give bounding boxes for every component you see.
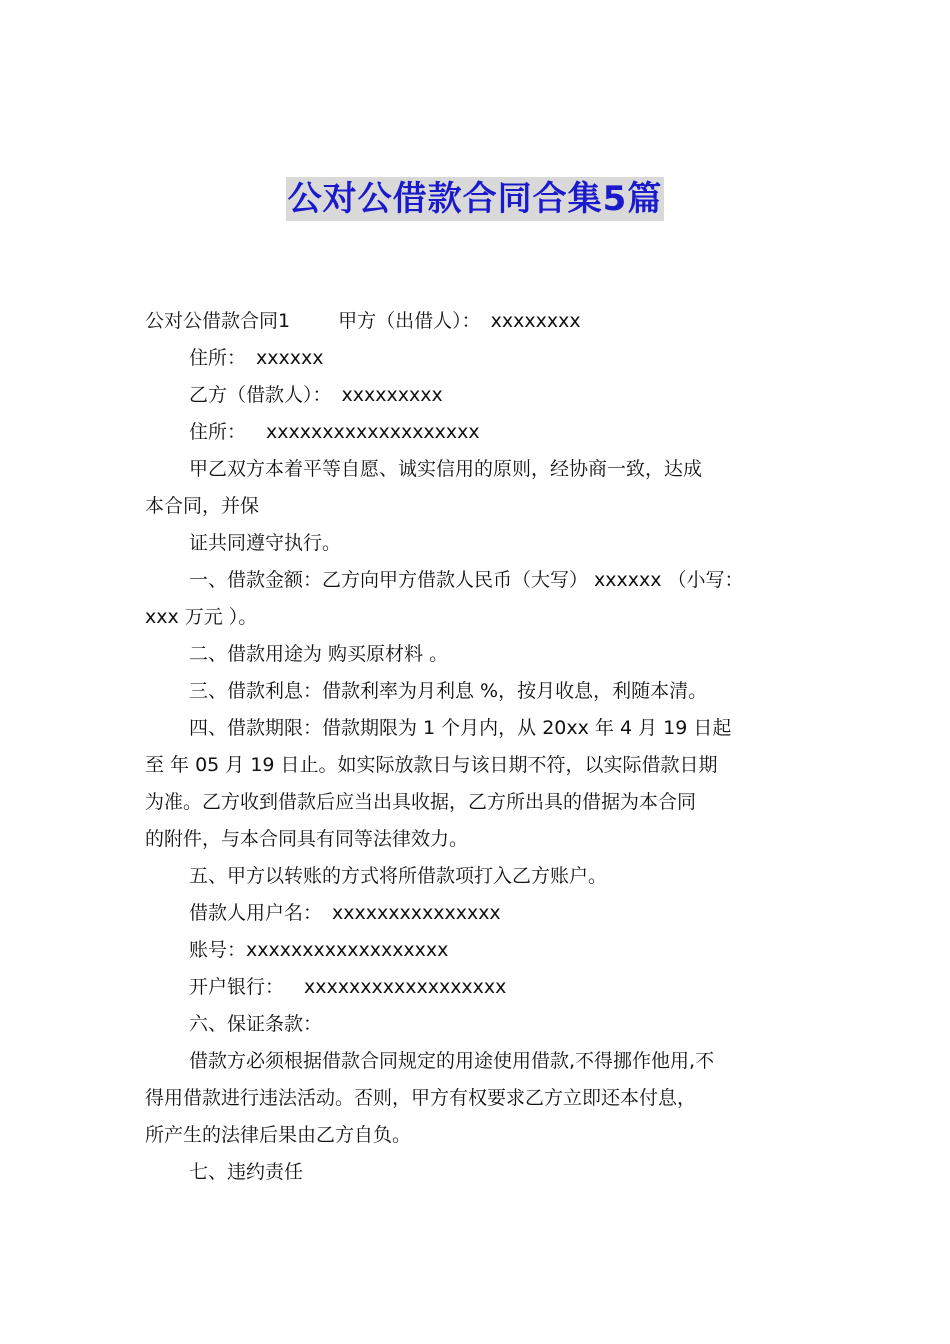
paragraph-line: 本合同，并保 (145, 495, 260, 517)
party-a-address-line (145, 340, 815, 377)
clause-6-line: 六、保证条款： (189, 1013, 323, 1035)
paragraph-line: 借款方必须根据借款合同规定的用途使用借款,不得挪作他用,不 (189, 1050, 715, 1072)
clause-3-line: 三、借款利息：借款利率为月利息 %，按月收息，利随本清。 (189, 680, 708, 702)
bank-line (145, 969, 815, 1006)
account-number-line (145, 932, 815, 969)
account-number-label: 账号： (189, 939, 247, 961)
bank-label: 开户银行： (189, 976, 285, 998)
clause-1-line: 一、借款金额：乙方向甲方借款人民币（大写） xxxxxx （小写： (189, 569, 744, 591)
account-name-label: 借款人用户名： (189, 902, 323, 924)
clause-2-line: 二、借款用途为 购买原材料 。 (189, 643, 449, 665)
bank-value: xxxxxxxxxxxxxxxxxx (304, 976, 507, 998)
account-number-value: xxxxxxxxxxxxxxxxxx (246, 939, 449, 961)
party-b-value: xxxxxxxxx (341, 384, 443, 406)
paragraph-line: 得用借款进行违法活动。否则，甲方有权要求乙方立即还本付息， (145, 1087, 697, 1109)
party-a-label: 甲方（出借人）： (338, 310, 481, 332)
paragraph-line: 为准。乙方收到借款后应当出具收据，乙方所出具的借据为本合同 (145, 791, 697, 813)
account-name-value: xxxxxxxxxxxxxxx (332, 902, 501, 924)
paragraph-line: 的附件，与本合同具有同等法律效力。 (145, 828, 469, 850)
address-label: 住所： (189, 421, 247, 443)
party-b-line (145, 377, 815, 414)
party-a-value: xxxxxxxx (490, 310, 581, 332)
document-body (145, 303, 815, 1191)
paragraph-line: 甲乙双方本着平等自愿、诚实信用的原则，经协商一致，达成 (189, 458, 703, 480)
paragraph-line: 证共同遵守执行。 (189, 532, 342, 554)
contract-heading: 公对公借款合同1 (145, 310, 291, 332)
party-b-label: 乙方（借款人）： (189, 384, 332, 406)
address-value: xxxxxx (256, 347, 324, 369)
title-container (0, 177, 950, 221)
clause-5-line: 五、甲方以转账的方式将所借款项打入乙方账户。 (189, 865, 608, 887)
account-name-line (145, 895, 815, 932)
paragraph-line: xxx 万元 ）。 (145, 606, 258, 628)
address-label: 住所： (189, 347, 247, 369)
party-a-line (145, 303, 815, 340)
clause-7-line: 七、违约责任 (189, 1161, 304, 1183)
clause-4-line: 四、借款期限：借款期限为 1 个月内，从 20xx 年 4 月 19 日起 (189, 717, 732, 739)
address-value: xxxxxxxxxxxxxxxxxxx (266, 421, 480, 443)
paragraph-line: 所产生的法律后果由乙方自负。 (145, 1124, 412, 1146)
document-title: 公对公借款合同合集5篇 (287, 179, 663, 219)
party-b-address-line (145, 414, 815, 451)
paragraph-line: 至 年 05 月 19 日止。如实际放款日与该日期不符，以实际借款日期 (145, 754, 718, 776)
